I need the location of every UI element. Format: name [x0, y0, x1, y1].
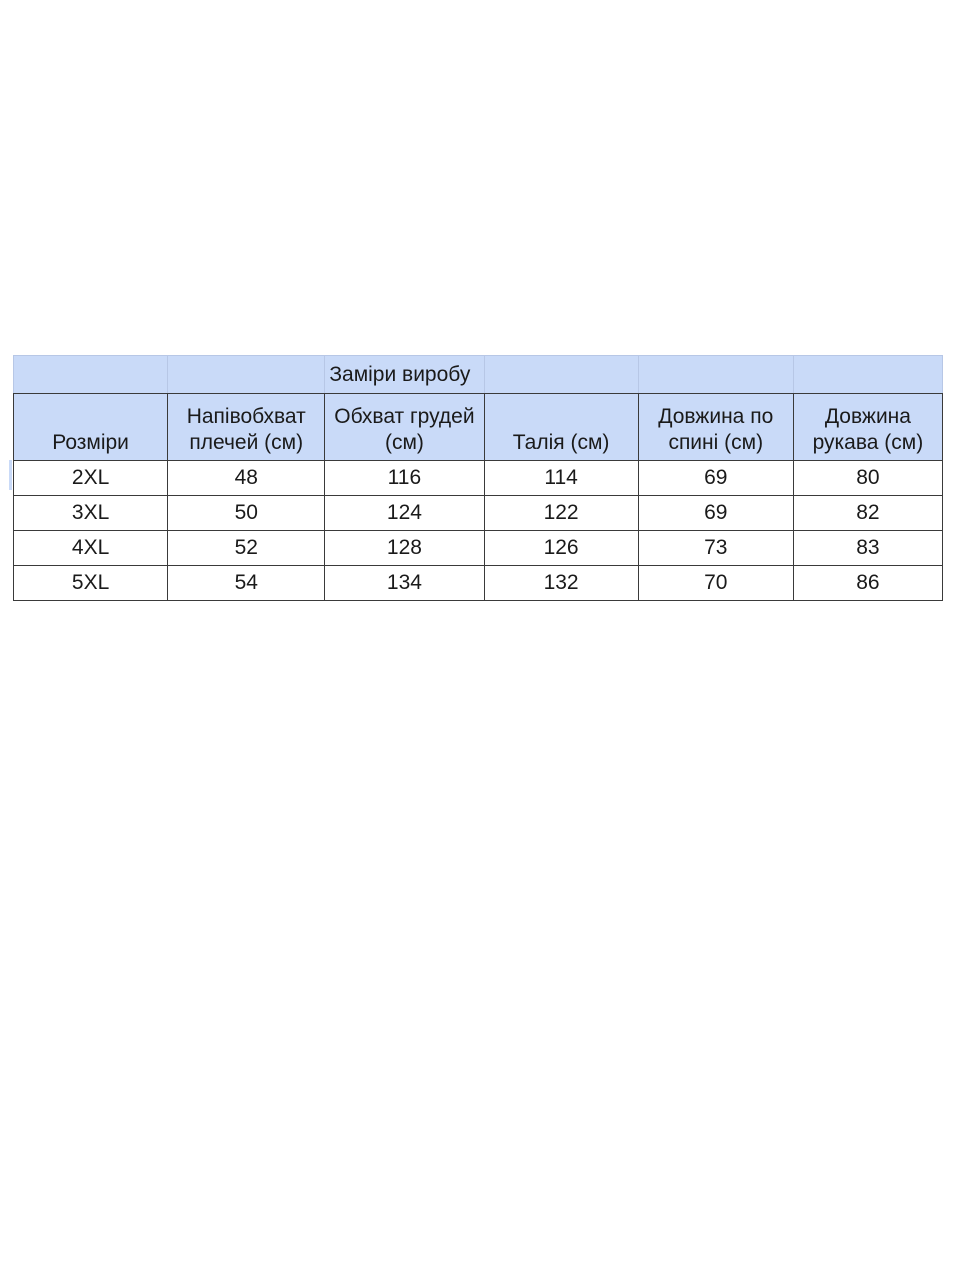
- cell-waist: 122: [484, 496, 638, 531]
- cell-size: 5XL: [14, 566, 168, 601]
- table-row: [14, 461, 943, 496]
- header-waist: Талія (см): [484, 394, 638, 461]
- header-chest: Обхват грудей (см): [325, 394, 484, 461]
- title-cell-empty: [168, 356, 325, 394]
- table-row: [14, 566, 943, 601]
- header-shoulder: Напівобхват плечей (см): [168, 394, 325, 461]
- cell-shoulder: 54: [168, 566, 325, 601]
- cell-chest: 116: [325, 461, 484, 496]
- title-cell-empty: [484, 356, 638, 394]
- cell-chest: 128: [325, 531, 484, 566]
- cell-waist: 114: [484, 461, 638, 496]
- header-back-length: Довжина по спині (см): [638, 394, 793, 461]
- title-cell-empty: [638, 356, 793, 394]
- cell-sleeve-length: 86: [793, 566, 942, 601]
- cell-sleeve-length: 83: [793, 531, 942, 566]
- row-selection-accent: [9, 460, 12, 490]
- cell-chest: 134: [325, 566, 484, 601]
- cell-chest: 124: [325, 496, 484, 531]
- cell-back-length: 73: [638, 531, 793, 566]
- group-title: Заміри виробу: [325, 356, 484, 394]
- title-cell-empty: [14, 356, 168, 394]
- title-cell-empty: [793, 356, 942, 394]
- cell-waist: 126: [484, 531, 638, 566]
- cell-shoulder: 50: [168, 496, 325, 531]
- table-title-row: [14, 356, 943, 394]
- cell-sleeve-length: 82: [793, 496, 942, 531]
- header-size: Розміри: [14, 394, 168, 461]
- cell-back-length: 70: [638, 566, 793, 601]
- cell-waist: 132: [484, 566, 638, 601]
- table-header-row: [14, 394, 943, 461]
- size-chart-table: [13, 355, 943, 601]
- cell-back-length: 69: [638, 461, 793, 496]
- cell-shoulder: 48: [168, 461, 325, 496]
- table-row: [14, 496, 943, 531]
- cell-back-length: 69: [638, 496, 793, 531]
- cell-sleeve-length: 80: [793, 461, 942, 496]
- cell-size: 2XL: [14, 461, 168, 496]
- cell-shoulder: 52: [168, 531, 325, 566]
- cell-size: 4XL: [14, 531, 168, 566]
- cell-size: 3XL: [14, 496, 168, 531]
- header-sleeve-length: Довжина рукава (см): [793, 394, 942, 461]
- table-row: [14, 531, 943, 566]
